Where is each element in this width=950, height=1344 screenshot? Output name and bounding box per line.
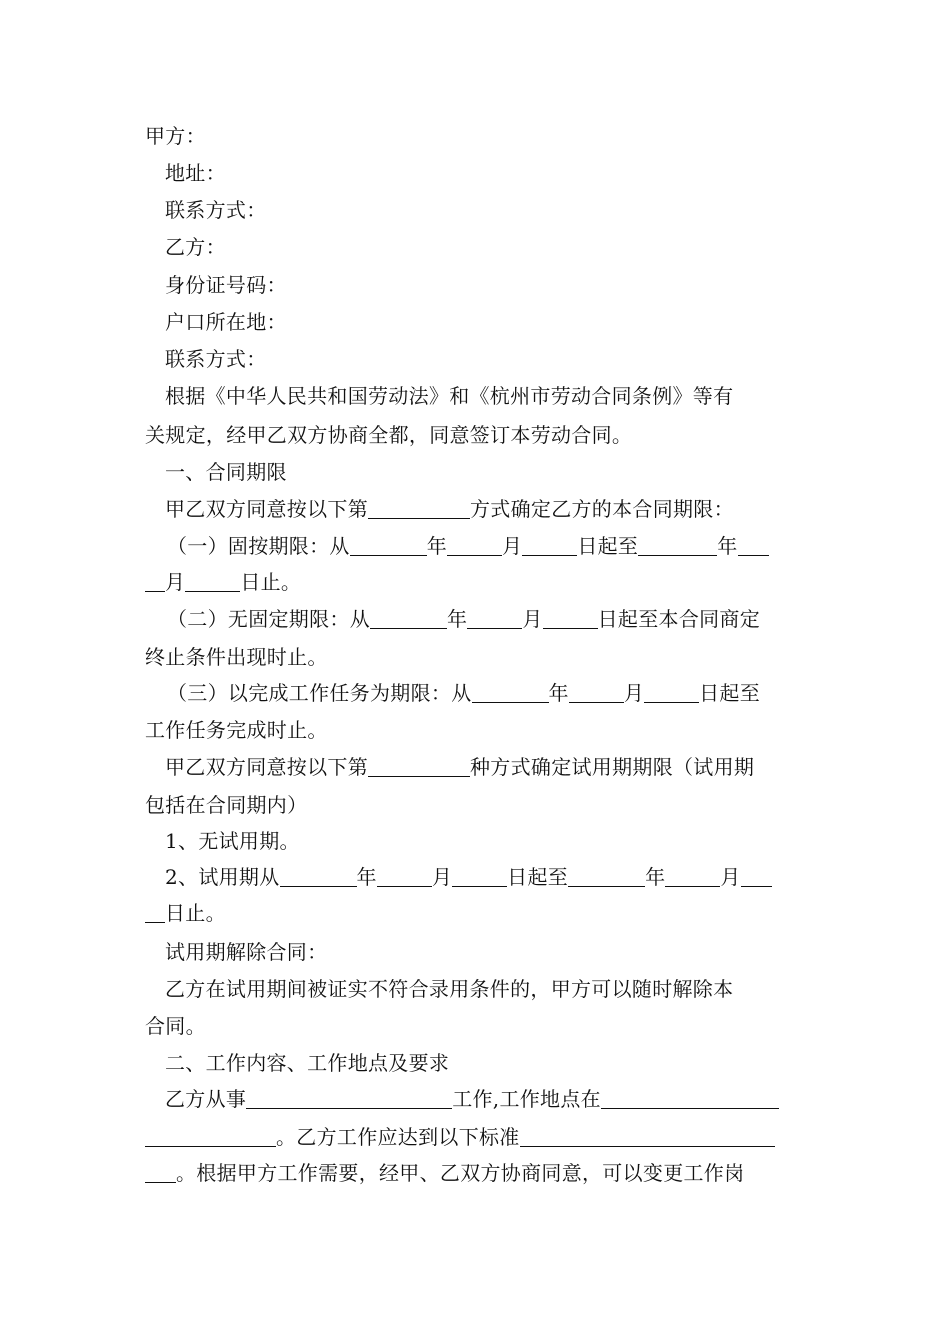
probation-text-1: 甲乙双方同意按以下第 bbox=[165, 755, 368, 779]
fixed-from-month-blank[interactable] bbox=[447, 533, 502, 556]
probation-to-month-blank[interactable] bbox=[665, 864, 720, 887]
work-standard-line bbox=[145, 1122, 775, 1152]
task-month-blank[interactable] bbox=[569, 680, 624, 703]
party-b-household-label: 户口所在地： bbox=[165, 310, 287, 334]
term-method-line bbox=[165, 494, 734, 524]
fixed-to-month-blank-a[interactable] bbox=[738, 533, 769, 556]
open-year-text: 年 bbox=[447, 607, 468, 631]
probation-to-day-blank-a[interactable] bbox=[741, 864, 772, 887]
probation-to-day-blank-b[interactable] bbox=[145, 900, 165, 923]
probation-dissolve-line-1: 乙方在试用期间被证实不符合录用条件的，甲方可以随时解除本 bbox=[165, 977, 734, 1001]
task-term-line bbox=[167, 678, 760, 708]
probation-option-2 bbox=[165, 862, 772, 892]
work-location-blank-a[interactable] bbox=[601, 1086, 779, 1109]
fixed-month-text-2: 月 bbox=[165, 570, 186, 594]
task-day-blank[interactable] bbox=[644, 680, 699, 703]
probation-dissolve-heading: 试用期解除合同： bbox=[165, 940, 328, 964]
party-b-contact-label: 联系方式： bbox=[165, 347, 267, 371]
probation-year-text-2: 年 bbox=[645, 865, 666, 889]
open-text-2: 日起至本合同商定 bbox=[597, 607, 761, 631]
term-method-blank[interactable] bbox=[368, 496, 470, 519]
probation-method-line bbox=[165, 752, 754, 782]
probation-text-2: 种方式确定试用期期限（试用期 bbox=[470, 755, 755, 779]
work-location-blank-b[interactable] bbox=[145, 1124, 276, 1147]
probation-method-blank[interactable] bbox=[368, 754, 470, 777]
open-month-blank[interactable] bbox=[467, 606, 522, 629]
probation-from-year-blank[interactable] bbox=[280, 864, 357, 887]
open-day-blank[interactable] bbox=[543, 606, 598, 629]
party-a-contact-label: 联系方式： bbox=[165, 198, 267, 222]
fixed-to-day-blank[interactable] bbox=[185, 569, 240, 592]
probation-option-1: 1、无试用期。 bbox=[165, 829, 300, 853]
work-text-1: 乙方从事 bbox=[165, 1087, 247, 1111]
work-standard-blank-b[interactable] bbox=[145, 1160, 176, 1183]
probation-to-year-blank[interactable] bbox=[568, 864, 645, 887]
work-text-2: 工作,工作地点在 bbox=[452, 1087, 601, 1111]
section2-heading: 二、工作内容、工作地点及要求 bbox=[165, 1051, 450, 1075]
intro-line-2: 关规定，经甲乙双方协商全都，同意签订本劳动合同。 bbox=[145, 423, 633, 447]
fixed-from-day-blank[interactable] bbox=[522, 533, 577, 556]
open-term-line bbox=[167, 604, 760, 634]
task-year-blank[interactable] bbox=[472, 680, 549, 703]
work-change-line bbox=[145, 1158, 744, 1188]
open-year-blank[interactable] bbox=[370, 606, 447, 629]
fixed-from-year-blank[interactable] bbox=[350, 533, 427, 556]
party-a-address-label: 地址： bbox=[165, 161, 226, 185]
probation-month-text: 月 bbox=[431, 865, 453, 889]
term-text-2: 方式确定乙方的本合同期限： bbox=[470, 497, 734, 521]
work-text-4: 。根据甲方工作需要，经甲、乙双方协商同意，可以变更工作岗 bbox=[176, 1161, 745, 1185]
fixed-year-text-2: 年 bbox=[717, 534, 738, 558]
fixed-term-line-2 bbox=[145, 567, 301, 597]
task-year-text: 年 bbox=[548, 681, 569, 705]
fixed-term-line bbox=[167, 531, 769, 561]
task-month-text: 月 bbox=[623, 681, 645, 705]
work-job-blank[interactable] bbox=[246, 1086, 452, 1109]
fixed-term-label: （一）固按期限：从 bbox=[167, 534, 350, 558]
intro-line-1: 根据《中华人民共和国劳动法》和《杭州市劳动合同条例》等有 bbox=[165, 384, 734, 408]
work-content-line bbox=[165, 1084, 779, 1114]
probation-line-2: 包括在合同期内） bbox=[145, 793, 308, 817]
probation-from-text: 日起至 bbox=[507, 865, 569, 889]
party-b-label: 乙方： bbox=[165, 235, 226, 259]
probation-end-text: 日止。 bbox=[165, 901, 226, 925]
task-term-line-2: 工作任务完成时止。 bbox=[145, 718, 328, 742]
fixed-to-month-blank-b[interactable] bbox=[145, 569, 165, 592]
probation-dissolve-line-2: 合同。 bbox=[145, 1014, 206, 1038]
fixed-year-text: 年 bbox=[426, 534, 448, 558]
task-term-label: （三）以完成工作任务为期限：从 bbox=[167, 681, 472, 705]
fixed-end-text: 日止。 bbox=[240, 570, 302, 594]
probation-from-month-blank[interactable] bbox=[377, 864, 432, 887]
party-b-id-label: 身份证号码： bbox=[165, 273, 287, 297]
fixed-from-text: 日起至 bbox=[577, 534, 639, 558]
term-text-1: 甲乙双方同意按以下第 bbox=[165, 497, 368, 521]
probation-year-text: 年 bbox=[356, 865, 377, 889]
probation-option-2-line-2 bbox=[145, 898, 226, 928]
fixed-month-text: 月 bbox=[502, 534, 523, 558]
party-a-label: 甲方： bbox=[145, 124, 206, 148]
probation-from-day-blank[interactable] bbox=[452, 864, 507, 887]
section1-heading: 一、合同期限 bbox=[165, 460, 287, 484]
probation-option-2-label: 2、试用期从 bbox=[165, 865, 280, 889]
fixed-to-year-blank[interactable] bbox=[638, 533, 717, 556]
open-term-line-2: 终止条件出现时止。 bbox=[145, 645, 328, 669]
open-month-text: 月 bbox=[522, 607, 543, 631]
work-text-3: 。乙方工作应达到以下标准 bbox=[276, 1125, 520, 1149]
work-standard-blank-a[interactable] bbox=[520, 1124, 775, 1147]
open-term-label: （二）无固定期限：从 bbox=[167, 607, 370, 631]
task-text-2: 日起至 bbox=[699, 681, 761, 705]
probation-month-text-2: 月 bbox=[720, 865, 741, 889]
